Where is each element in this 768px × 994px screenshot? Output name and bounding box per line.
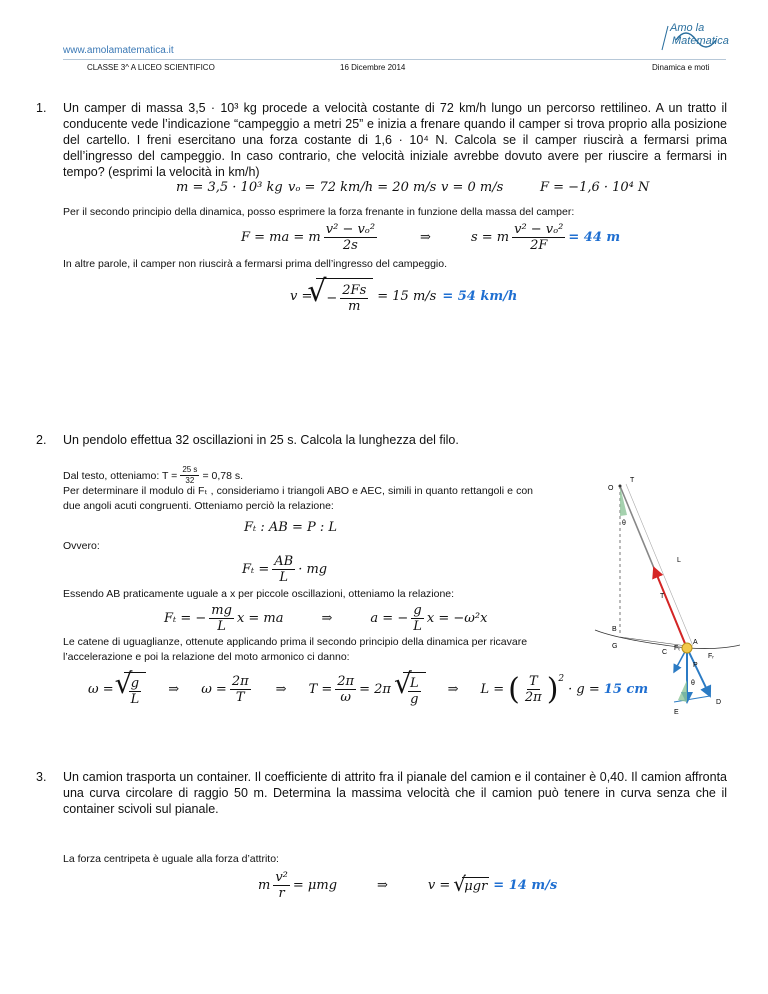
p2-eq3 bbox=[164, 603, 487, 634]
p1-eq2-result: = 54 km/h bbox=[442, 288, 518, 304]
p2-f-arrow2: ⇒ bbox=[275, 682, 287, 697]
tension-vector bbox=[654, 568, 686, 646]
label-P: P bbox=[693, 662, 698, 669]
sqrt-icon: √ bbox=[453, 872, 467, 896]
p2-f-g3: · g = bbox=[568, 682, 600, 697]
p2-f-2pi-b: 2π bbox=[337, 674, 355, 689]
p2-line1-num: 25 s bbox=[182, 465, 198, 474]
p2-eq2-right: · mg bbox=[298, 562, 328, 577]
label-G: G bbox=[612, 643, 618, 650]
p1-line1: Per il secondo principio della dinamica, posso esprimere la forza frenante in funzione della massa del camper: bbox=[63, 206, 575, 218]
sqrt-icon: √ bbox=[114, 667, 133, 700]
p2-f-sq: 2 bbox=[558, 674, 565, 684]
p2-f-result: 15 cm bbox=[603, 682, 649, 697]
logo-line2: Matematica bbox=[672, 35, 729, 47]
p2-f-L3: L = bbox=[480, 682, 505, 697]
p3-eq-root: μgr bbox=[464, 879, 488, 894]
p1-data-v: v = 0 m/s bbox=[441, 180, 504, 195]
label-Ft: Fₜ bbox=[674, 645, 681, 652]
p2-line1-post: = 0,78 s. bbox=[202, 469, 244, 482]
p2-f-arrow3: ⇒ bbox=[447, 682, 459, 697]
p1-line2: In altre parole, il camper non riuscirà a fermarsi prima dell’ingresso del campeggio. bbox=[63, 258, 448, 270]
p2-f-g2: g bbox=[410, 692, 419, 707]
p2-line2: Per determinare il modulo di Fₜ , consideriamo i triangoli ABO e AEC, simili in quanto rettangoli e con due angoli acuti congruenti. Otteniamo perciò la relazione: bbox=[63, 485, 533, 512]
p1-eq1-arrow: ⇒ bbox=[420, 230, 431, 245]
p2-f-omega: ω bbox=[340, 690, 351, 705]
p2-line1 bbox=[63, 465, 243, 486]
p2-line1-pre: Dal testo, otteniamo: T = bbox=[63, 469, 178, 482]
p2-eq3-right-post: x = −ω²x bbox=[426, 611, 488, 626]
p2-f-2pi: 2π bbox=[231, 674, 249, 689]
p1-eq2-mid: = 15 m/s bbox=[377, 288, 437, 304]
p2-line1-den: 32 bbox=[185, 476, 195, 485]
p1-eq2-minus: − bbox=[326, 291, 338, 306]
p1-eq1r-den: 2F bbox=[530, 238, 548, 253]
p2-line4: Le catene di uguaglianze, ottenute applicando prima il secondo principio della dinamica per ricavare l’accelerazione e poi la relazione del moto armonico ci danno: bbox=[63, 636, 528, 663]
p2-final-chain: ω = √ $\frac{g}{L}$ ⇒ ω = $\frac{2\pi}{T}$ ⇒ T = $\frac{2\pi}{\omega}$ = 2π √ $\frac{L}{g}$ ⇒ L = ( $\frac{T}{2\pi}$ ) 2 · g = 15 cm bbox=[88, 667, 649, 707]
p1-data-F: F = −1,6 · 10⁴ N bbox=[540, 180, 650, 195]
label-T-vec: T bbox=[660, 593, 665, 600]
p1-eq2-den: m bbox=[348, 299, 361, 314]
topic-label: Dinamica e moti bbox=[652, 63, 710, 72]
problem-1-text: Un camper di massa 3,5 · 10³ kg procede a velocità costante di 72 km/h lungo un percorso rettilineo. A un tratto il conducente vede l’indicazione “campeggio a metri 25” e inizia a frenare quando il camper si trova proprio alla posizione del cartello. I freni esercitano una forza costante di 1,6 · 10⁴ N. Calcola se il camper riuscirà a fermarsi prima dell’ingresso del campeggio. In caso contrario, che velocità iniziale avrebbe dovuto avere per riuscire a fermarsi in tempo? (esprimi la velocità in km/h) bbox=[63, 101, 727, 179]
label-B: B bbox=[612, 626, 617, 633]
pendulum-string-2 bbox=[626, 484, 693, 646]
p3-eq-right: v = bbox=[427, 878, 451, 893]
p2-eq3-arrow: ⇒ bbox=[321, 611, 333, 626]
p2-eq3-num: mg bbox=[211, 603, 232, 618]
p2-ovvero: Ovvero: bbox=[63, 540, 100, 552]
date-label: 16 Dicembre 2014 bbox=[340, 63, 406, 72]
label-A: A bbox=[693, 639, 698, 646]
p2-eq2-num: AB bbox=[274, 554, 294, 569]
label-C: C bbox=[662, 649, 668, 656]
p3-line1: La forza centripeta è uguale alla forza d’attrito: bbox=[63, 853, 279, 865]
label-L: L bbox=[677, 557, 681, 564]
label-theta2: θ bbox=[691, 680, 695, 687]
p2-f-T: T bbox=[235, 690, 245, 705]
angle-wedge-bottom bbox=[678, 680, 687, 702]
label-theta1: θ bbox=[622, 520, 626, 527]
p3-eq bbox=[258, 870, 557, 901]
p2-f-T3: T bbox=[528, 674, 538, 689]
pendulum-diagram bbox=[590, 470, 740, 720]
p2-eq2-left: Fₜ = bbox=[242, 562, 270, 577]
p2-eq3r-den: L bbox=[413, 619, 422, 634]
problem-2-number: 2. bbox=[36, 433, 47, 447]
p2-f-L: L bbox=[130, 692, 140, 707]
p1-eq2-num: 2Fs bbox=[342, 283, 367, 298]
logo bbox=[648, 12, 738, 62]
p2-eq3-left: Fₜ = − bbox=[164, 611, 207, 626]
p1-eq2 bbox=[290, 274, 518, 314]
p2-eq3r-num: g bbox=[413, 603, 422, 618]
p2-eq3-den: L bbox=[217, 619, 226, 634]
label-O: O bbox=[608, 485, 614, 492]
p2-eq-prop: Fₜ : AB = P : L bbox=[244, 520, 337, 535]
label-T-top: T bbox=[630, 477, 635, 484]
p3-eq-arrow: ⇒ bbox=[377, 878, 388, 893]
logo-line1: Amo la bbox=[670, 22, 705, 34]
p2-f-eq2pi: = 2π bbox=[359, 682, 391, 697]
label-Fr: Fᵣ bbox=[708, 653, 714, 660]
sqrt-icon: √ bbox=[393, 667, 412, 700]
p2-f-omega2: ω = bbox=[201, 682, 227, 697]
p2-f-omega1: ω = bbox=[88, 682, 114, 697]
p3-eq-m: m bbox=[258, 878, 271, 893]
pendulum-bob bbox=[682, 643, 692, 653]
p3-eq-mid: = μmg bbox=[292, 878, 338, 893]
p1-eq2-left: v = bbox=[290, 288, 313, 304]
p2-line3: Essendo AB praticamente uguale a x per piccole oscillazioni, otteniamo la relazione: bbox=[63, 588, 455, 600]
p1-eq1-left: F = ma = m bbox=[241, 230, 321, 245]
p2-eq2 bbox=[242, 554, 327, 585]
p2-f-T1: T = bbox=[308, 682, 333, 697]
p3-eq-num: v² bbox=[275, 870, 288, 885]
problem-3-text: Un camion trasporta un container. Il coefficiente di attrito fra il pianale del camion e il container è 0,40. Il camion affronta una curva circolare di raggio 50 m. Determina la massima velocità che il camion può tenere in curva senza che il container scivoli sul pianale. bbox=[63, 770, 727, 816]
class-label: CLASSE 3^ A LICEO SCIENTIFICO bbox=[87, 63, 215, 72]
p1-eq1-result: = 44 m bbox=[568, 230, 621, 245]
header-rule bbox=[63, 59, 726, 60]
p1-eq1r-num: v² − vₒ² bbox=[514, 222, 564, 237]
label-E: E bbox=[674, 709, 679, 716]
p2-eq3-right-pre: a = − bbox=[370, 611, 409, 626]
p1-eq1 bbox=[241, 222, 620, 253]
p2-f-2pi3: 2π bbox=[524, 690, 542, 705]
p2-f-arrow1: ⇒ bbox=[168, 682, 180, 697]
site-url: www.amolamatematica.it bbox=[63, 45, 174, 56]
p2-f-g: g bbox=[130, 676, 140, 691]
p1-data-v0: vₒ = 72 km/h = 20 m/s bbox=[288, 180, 437, 195]
p1-eq1-right: s = m bbox=[470, 230, 510, 245]
p3-eq-result: = 14 m/s bbox=[493, 878, 558, 893]
p2-eq2-den: L bbox=[279, 570, 289, 585]
p1-data-m: m = 3,5 · 10³ kg bbox=[176, 180, 283, 195]
sqrt-icon: √ bbox=[307, 274, 327, 309]
label-D: D bbox=[716, 699, 722, 706]
problem-1-number: 1. bbox=[36, 101, 47, 115]
radial-vector bbox=[687, 648, 710, 696]
problem-2-text: Un pendolo effettua 32 oscillazioni in 25 s. Calcola la lunghezza del filo. bbox=[63, 433, 459, 447]
p2-f-L2: L bbox=[409, 676, 419, 691]
p2-eq3-mid: x = ma bbox=[236, 611, 284, 626]
problem-3-number: 3. bbox=[36, 770, 47, 784]
p3-eq-den: r bbox=[278, 886, 285, 901]
p1-eq1-num: v² − vₒ² bbox=[325, 222, 376, 237]
point-O bbox=[619, 485, 622, 488]
p1-eq1-den: 2s bbox=[342, 238, 358, 253]
